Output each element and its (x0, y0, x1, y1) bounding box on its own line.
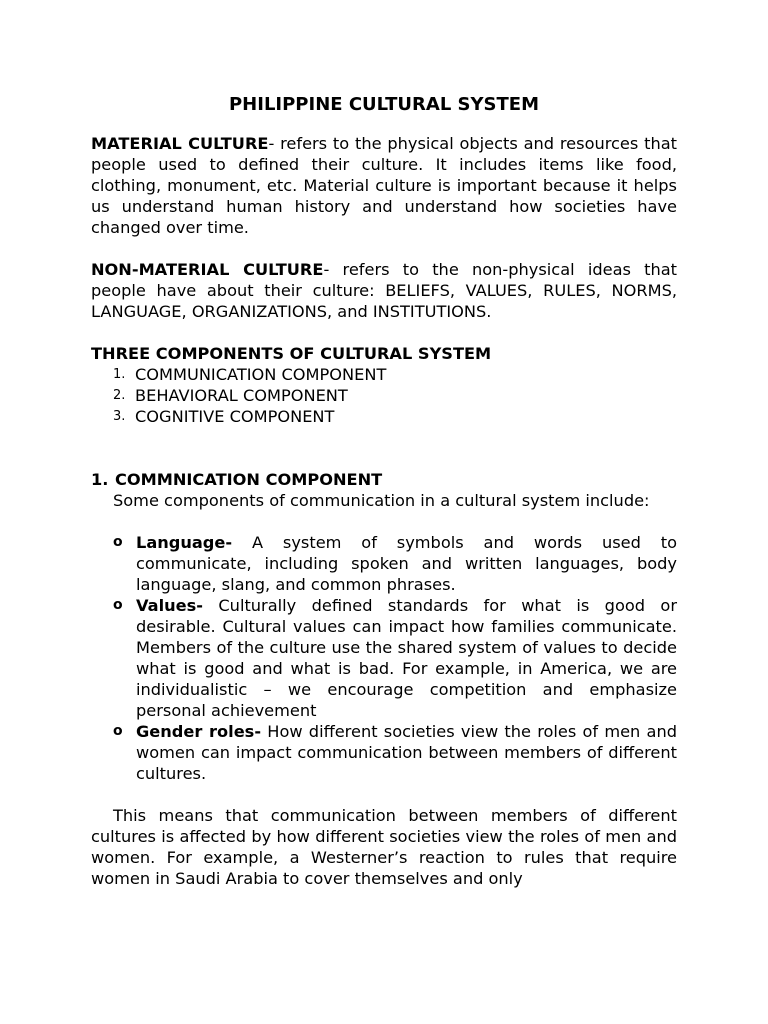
bullet-term: Gender roles- (136, 722, 262, 741)
bullet-item-values (91, 595, 677, 721)
nonmaterial-culture-term: NON-MATERIAL CULTURE (91, 260, 324, 279)
list-item-label: COMMUNICATION COMPONENT (135, 365, 387, 384)
bullet-glyph: o (113, 597, 123, 613)
components-list (91, 364, 677, 427)
section-intro: Some components of communication in a cultural system include: (113, 491, 650, 510)
spacer (91, 427, 677, 469)
closing-paragraph: This means that communication between members of different cultures is affected by how different societies view the roles of men and women. For example, a Westerner’s reaction to rules that require women in Saudi Arabia to cover themselves and only (91, 806, 677, 888)
list-item-label: COGNITIVE COMPONENT (135, 407, 335, 426)
section-heading (91, 469, 677, 490)
bullet-text: A system of symbols and words used to communicate, including spoken and written languages, body language, slang, and common phrases. (136, 533, 677, 594)
document-title: PHILIPPINE CULTURAL SYSTEM (228, 94, 540, 115)
components-list-item (91, 406, 677, 427)
components-heading: THREE COMPONENTS OF CULTURAL SYSTEM (91, 344, 492, 363)
nonmaterial-culture-paragraph (91, 259, 677, 322)
list-item-label: BEHAVIORAL COMPONENT (135, 386, 348, 405)
material-culture-paragraph (91, 133, 677, 238)
list-number: 3. (113, 409, 126, 424)
bullet-item-gender-roles (91, 721, 677, 784)
bullet-item-language (91, 532, 677, 595)
section-number: 1. (91, 470, 109, 489)
list-number: 2. (113, 388, 126, 403)
document-body (91, 93, 677, 889)
bullet-text: Culturally defined standards for what is good or desirable. Cultural values can impact how families communicate. Members of the culture use the shared system of values to decide what is good and what is bad. For example, in America, we are individualistic – we encourage competition and emphasize personal achievement (136, 596, 677, 720)
section-heading-label: COMMNICATION COMPONENT (115, 470, 383, 489)
bullet-term: Values- (136, 596, 203, 615)
bullet-glyph: o (113, 723, 123, 739)
material-culture-text: - refers to the physical objects and resources that people used to defined their culture. It includes items like food, clothing, monument, etc. Material culture is important because it helps us understand human history and understand how societies have changed over time. (91, 134, 677, 237)
bullet-term: Language- (136, 533, 233, 552)
communication-bullet-list (91, 532, 677, 784)
list-number: 1. (113, 367, 126, 382)
components-list-item (91, 385, 677, 406)
nonmaterial-culture-text: - refers to the non-physical ideas that people have about their culture: BELIEFS, VALUES, RULES, NORMS, LANGUAGE, ORGANIZATIONS, and INSTITUTIONS. (91, 260, 678, 321)
components-list-item (91, 364, 677, 385)
material-culture-term: MATERIAL CULTURE (91, 134, 269, 153)
bullet-glyph: o (113, 534, 123, 550)
bullet-text: How different societies view the roles of men and women can impact communication between members of different cultures. (136, 722, 677, 783)
